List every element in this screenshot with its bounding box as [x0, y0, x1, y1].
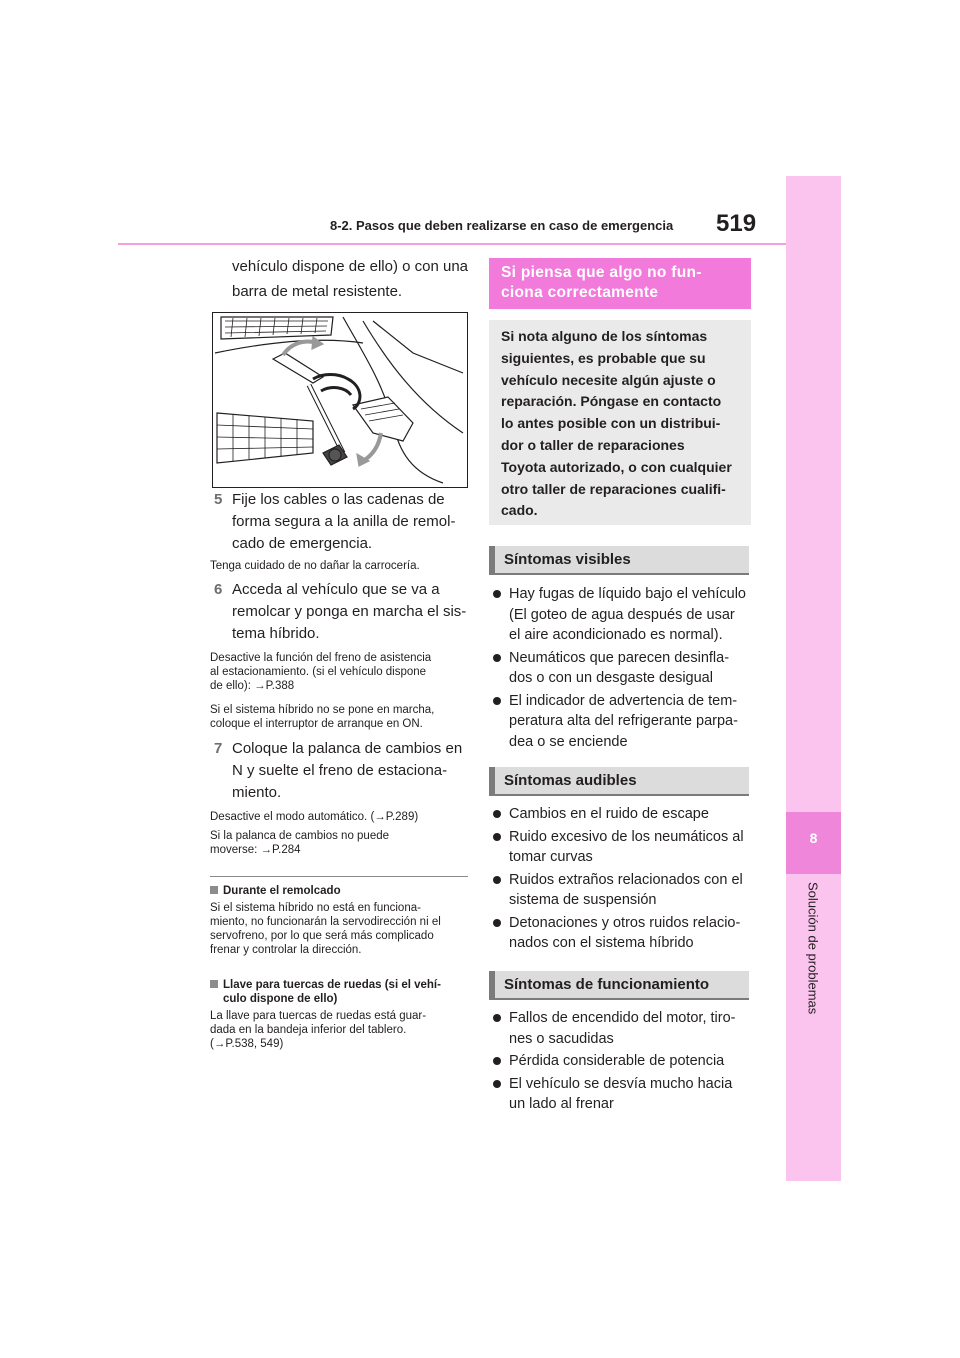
text-line: lo antes posible con un distribui-	[501, 415, 721, 432]
text-line: Hay fugas de líquido bajo el vehículo	[509, 586, 746, 602]
list-item	[493, 1008, 753, 1049]
section-divider	[210, 876, 468, 877]
tow-hook-drawing	[213, 313, 467, 487]
text-line: ciona correctamente	[501, 284, 659, 301]
section-title-banner	[489, 258, 751, 309]
text-line: Coloque la palanca de cambios en	[232, 740, 463, 757]
text-line: peratura alta del refrigerante parpa-	[509, 713, 738, 729]
text-line: Pérdida considerable de potencia	[509, 1053, 725, 1069]
bullet-dot-icon	[493, 1080, 501, 1088]
text-line: tomar curvas	[509, 849, 593, 865]
text-line: Si la palanca de cambios no puede	[210, 830, 390, 842]
bullet-dot-icon	[493, 590, 501, 598]
bullet-dot-icon	[493, 697, 501, 705]
note-text	[210, 703, 434, 731]
bullet-dot-icon	[493, 876, 501, 884]
bullet-dot-icon	[493, 833, 501, 841]
text-line: sistema de suspensión	[509, 892, 657, 908]
intro-box	[489, 320, 751, 525]
text-line: Si el sistema híbrido no está en funciona-	[210, 902, 421, 914]
section-heading: Síntomas de funcionamiento	[489, 971, 749, 1000]
info-title	[210, 884, 472, 898]
text-line: coloque el interruptor de arranque en ON.	[210, 718, 423, 730]
text-line: Neumáticos que parecen desinfla-	[509, 649, 730, 666]
text-line: forma segura a la anilla de remol-	[232, 513, 456, 530]
bullet-list	[493, 804, 753, 956]
header-divider	[118, 243, 786, 245]
text-line: otro taller de reparaciones cualifi-	[501, 480, 726, 497]
text-line: miento, no funcionarán la servodirección ni el	[210, 916, 441, 928]
text-line: Cambios en el ruido de escape	[509, 806, 709, 822]
towing-eyelet-illustration	[212, 312, 468, 488]
step-number: 5	[214, 491, 223, 508]
list-item	[493, 1051, 753, 1072]
list-item	[493, 584, 753, 646]
info-title-text: Durante el remolcado	[223, 885, 341, 897]
intro-text	[232, 256, 468, 303]
text-line: (→P.538, 549)	[210, 1038, 284, 1050]
text-line: cado.	[501, 502, 538, 519]
text-line: Si piensa que algo no fun-	[501, 264, 702, 281]
chapter-number: 8	[809, 830, 818, 846]
bullet-list	[493, 1008, 753, 1117]
text-line: Fallos de encendido del motor, tiro-	[509, 1010, 736, 1026]
info-block	[210, 884, 472, 957]
text-line: dea o se enciende	[509, 733, 628, 750]
info-block	[210, 978, 472, 1051]
text-line: miento.	[232, 784, 282, 801]
info-title-text: culo dispone de ello)	[223, 993, 338, 1005]
bullet-dot-icon	[493, 1057, 501, 1065]
bullet-dot-icon	[493, 654, 501, 662]
text-line: tema híbrido.	[232, 625, 320, 642]
text-line: N y suelte el freno de estaciona-	[232, 762, 448, 779]
section-heading: Síntomas audibles	[489, 767, 749, 796]
text-line: Ruido excesivo de los neumáticos al	[509, 828, 744, 845]
text-line: Si nota alguno de los síntomas	[501, 328, 708, 344]
note-text	[210, 651, 431, 693]
section-heading: Síntomas visibles	[489, 546, 749, 575]
text-line: El indicador de advertencia de tem-	[509, 692, 738, 709]
list-item	[493, 870, 753, 911]
text-line: moverse: →P.284	[210, 844, 301, 856]
note-text	[210, 829, 389, 857]
text-line: de ello): →P.388	[210, 680, 295, 692]
text-line: Fije los cables o las cadenas de	[232, 491, 445, 508]
bullet-dot-icon	[493, 919, 501, 927]
text-line: dor o taller de reparaciones	[501, 436, 685, 453]
text-line: Desactive la función del freno de asistencia	[210, 652, 432, 664]
text-line: Si el sistema híbrido no se pone en marcha,	[210, 704, 435, 716]
text-line: cado de emergencia.	[232, 535, 373, 552]
list-item	[493, 691, 753, 753]
text-line: Acceda al vehículo que se va a	[232, 581, 440, 598]
text-line: el aire acondicionado es normal).	[509, 627, 723, 643]
text-line: vehículo dispone de ello) o con una	[232, 258, 469, 275]
info-title	[210, 978, 472, 1006]
bullet-dot-icon	[493, 1014, 501, 1022]
list-item	[493, 1074, 753, 1115]
text-line: Toyota autorizado, o con cualquier	[501, 458, 732, 475]
chapter-side-tab	[786, 176, 841, 1181]
text-line: dos o con un desgaste desigual	[509, 670, 713, 686]
text-line: reparación. Póngase en contacto	[501, 393, 722, 410]
note-text: Desactive el modo automático. (→P.289)	[210, 811, 419, 823]
step-5	[214, 489, 470, 555]
text-line: nados con el sistema híbrido	[509, 935, 694, 951]
text-line: al estacionamiento. (si el vehículo dispone	[210, 666, 427, 678]
text-line: vehículo necesite algún ajuste o	[501, 371, 716, 388]
chapter-title: Solución de problemas	[805, 882, 821, 1015]
step-number: 6	[214, 581, 223, 598]
text-line: dada en la bandeja inferior del tablero.	[210, 1024, 407, 1036]
text-line: nes o sacudidas	[509, 1030, 614, 1047]
section-header: 8-2. Pasos que deben realizarse en caso de emergencia	[330, 218, 674, 233]
text-line: La llave para tuercas de ruedas está guar-	[210, 1010, 427, 1022]
info-title-text: Llave para tuercas de ruedas (si el vehí-	[223, 979, 441, 991]
list-item	[493, 827, 753, 868]
step-6	[214, 579, 470, 645]
text-line: Detonaciones y otros ruidos relacio-	[509, 914, 741, 931]
text-line: (El goteo de agua después de usar	[509, 606, 735, 623]
bullet-list	[493, 584, 753, 754]
text-line: un lado al frenar	[509, 1096, 614, 1112]
step-7	[214, 738, 470, 804]
text-line: frenar y controlar la dirección.	[210, 944, 362, 956]
square-bullet-icon	[210, 886, 218, 894]
bullet-dot-icon	[493, 810, 501, 818]
step-number: 7	[214, 740, 223, 757]
text-line: siguientes, es probable que su	[501, 349, 706, 366]
text-line: servofreno, por lo que será más complicado	[210, 930, 434, 942]
list-item	[493, 648, 753, 689]
list-item	[493, 804, 753, 825]
text-line: remolcar y ponga en marcha el sis-	[232, 603, 467, 620]
note-text: Tenga cuidado de no dañar la carrocería.	[210, 560, 420, 572]
page-number: 519	[716, 210, 757, 237]
square-bullet-icon	[210, 980, 218, 988]
list-item	[493, 913, 753, 954]
text-line: Ruidos extraños relacionados con el	[509, 871, 743, 888]
text-line: barra de metal resistente.	[232, 283, 403, 300]
text-line: El vehículo se desvía mucho hacia	[509, 1075, 733, 1092]
